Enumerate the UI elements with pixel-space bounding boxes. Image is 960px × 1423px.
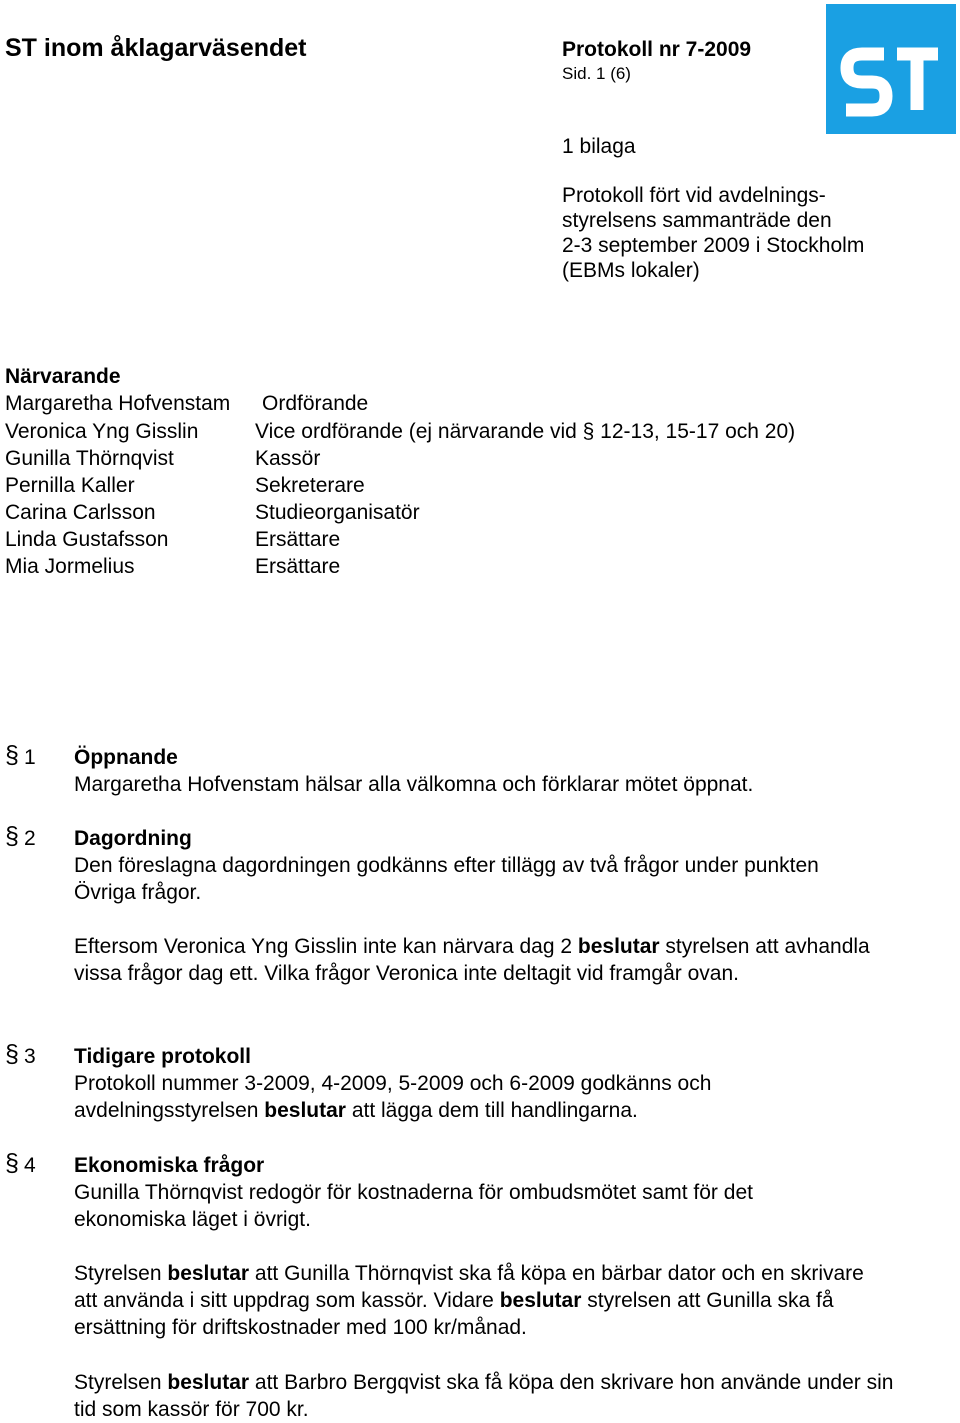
decision-keyword: beslutar bbox=[167, 1262, 250, 1285]
attendee-role: Ersättare bbox=[255, 528, 341, 551]
section-number: 3 bbox=[24, 1045, 36, 1068]
attendee-name: Carina Carlsson bbox=[5, 501, 156, 524]
section-text: Gunilla Thörnqvist redogör för kostnaderna för ombudsmötet samt för det ekonomiska läget i övrigt. bbox=[74, 1181, 753, 1231]
attendee-role: Ordförande bbox=[262, 392, 369, 415]
section-sign: § bbox=[5, 822, 19, 850]
text-run: Eftersom Veronica Yng Gisslin inte kan närvara dag 2 bbox=[74, 935, 578, 958]
attendee-name: Pernilla Kaller bbox=[5, 474, 135, 497]
section-text bbox=[74, 1369, 914, 1423]
text-run: Styrelsen bbox=[74, 1371, 168, 1394]
attendance-heading: Närvarande bbox=[5, 365, 121, 388]
section-sign: § bbox=[5, 741, 19, 769]
attendee-name: Gunilla Thörnqvist bbox=[5, 447, 174, 470]
decision-keyword: beslutar bbox=[577, 935, 660, 958]
decision-keyword: beslutar bbox=[264, 1099, 346, 1122]
text-run: att Gunilla Thörnqvist ska få köpa en bärbar dator och en skrivare att använda i sitt uppdrag som kassör. Vidare bbox=[74, 1262, 864, 1312]
decision-keyword: beslutar bbox=[499, 1289, 582, 1312]
text-run: styrelsen att avhandla vissa frågor dag ett. Vilka frågor Veronica inte deltagit vid framgår ovan. bbox=[74, 935, 870, 985]
attendee-role: Sekreterare bbox=[255, 474, 365, 497]
st-logo bbox=[826, 4, 956, 134]
text-run: att lägga dem till handlingarna. bbox=[345, 1099, 638, 1122]
protocol-title: Protokoll nr 7-2009 bbox=[562, 38, 752, 61]
section-text bbox=[74, 933, 874, 987]
meeting-info-line: Protokoll fört vid avdelnings- bbox=[562, 184, 826, 207]
section-number: 1 bbox=[24, 746, 36, 769]
attendee-name: Margaretha Hofvenstam bbox=[5, 392, 231, 415]
section-title: Tidigare protokoll bbox=[74, 1045, 251, 1068]
attachments-note: 1 bilaga bbox=[562, 135, 636, 158]
organization-name: ST inom åklagarväsendet bbox=[5, 34, 307, 62]
attendee-name: Linda Gustafsson bbox=[5, 528, 169, 551]
decision-keyword: beslutar bbox=[167, 1371, 250, 1394]
section-title: Dagordning bbox=[74, 827, 192, 850]
section-title: Öppnande bbox=[74, 746, 178, 769]
text-run: Protokoll nummer 3-2009, 4-2009, 5-2009 och 6-2009 godkänns och avdelningsstyrelsen bbox=[74, 1072, 712, 1122]
section-text: Den föreslagna dagordningen godkänns efter tillägg av två frågor under punkten Övriga frågor. bbox=[74, 854, 819, 904]
attendee-role: Kassör bbox=[255, 447, 321, 470]
attendee-role: Studieorganisatör bbox=[255, 501, 420, 524]
text-run: Styrelsen bbox=[74, 1262, 168, 1285]
attendee-name: Mia Jormelius bbox=[5, 555, 135, 578]
meeting-info-line: 2-3 september 2009 i Stockholm bbox=[562, 234, 865, 257]
meeting-info-line: styrelsens sammanträde den bbox=[562, 209, 832, 232]
meeting-info-line: (EBMs lokaler) bbox=[562, 259, 700, 282]
section-text bbox=[74, 1260, 884, 1341]
text-run: att Barbro Bergqvist ska få köpa den skrivare hon använde under sin tid som kassör för 700 kr. bbox=[74, 1371, 894, 1421]
meeting-info bbox=[562, 183, 902, 283]
section-title: Ekonomiska frågor bbox=[74, 1154, 265, 1177]
section-number: 2 bbox=[24, 827, 36, 850]
page-indicator: Sid. 1 (6) bbox=[562, 64, 631, 83]
section-number: 4 bbox=[24, 1154, 36, 1177]
section-sign: § bbox=[5, 1040, 19, 1068]
section-text: Margaretha Hofvenstam hälsar alla välkomna och förklarar mötet öppnat. bbox=[74, 773, 754, 796]
attendee-role: Ersättare bbox=[255, 555, 341, 578]
text-run: styrelsen att Gunilla ska få ersättning för driftskostnader med 100 kr/månad. bbox=[74, 1289, 834, 1339]
section-text bbox=[74, 1070, 814, 1124]
attendee-role: Vice ordförande (ej närvarande vid § 12-13, 15-17 och 20) bbox=[255, 420, 796, 443]
attendee-name: Veronica Yng Gisslin bbox=[5, 420, 199, 443]
logo-text: ST bbox=[826, 4, 828, 5]
section-sign: § bbox=[5, 1149, 19, 1177]
